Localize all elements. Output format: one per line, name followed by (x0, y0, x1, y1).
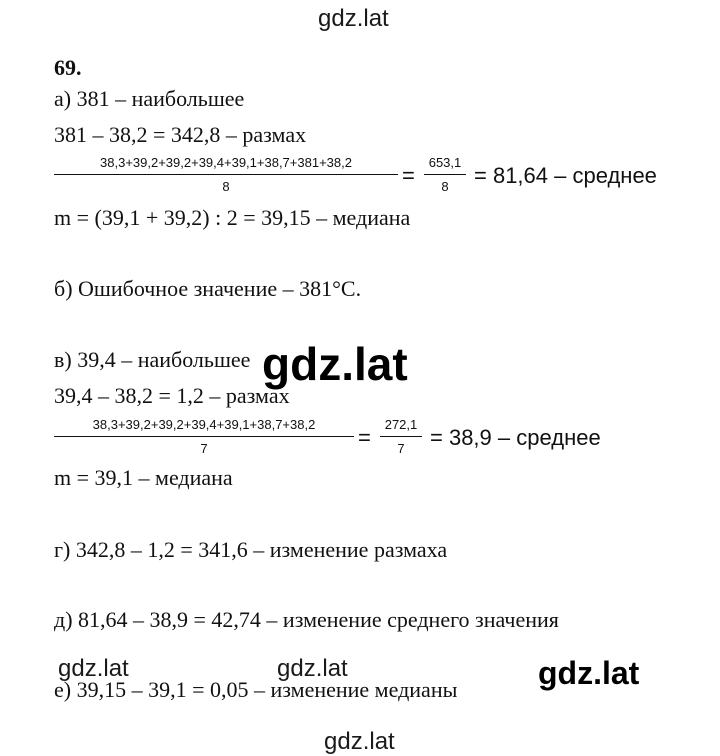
part-a-frac2-bar (424, 174, 466, 175)
watermark-bottom-right: gdz.lat (538, 655, 640, 691)
part-a-line-max: а) 381 – наибольшее (54, 86, 245, 111)
part-d-line: д) 81,64 – 38,9 = 42,74 – изменение среднего значения (54, 607, 559, 632)
part-v-mean-result: = 38,9 – среднее (430, 425, 601, 450)
part-a-frac2-numerator: 653,1 (428, 155, 462, 170)
part-a-frac1-numerator: 38,3+39,2+39,2+39,4+39,1+38,7+381+38,2 (100, 155, 352, 170)
part-e-line: е) 39,15 – 39,1 = 0,05 – изменение медианы (54, 677, 458, 702)
part-v-frac1-numerator: 38,3+39,2+39,2+39,4+39,1+38,7+38,2 (92, 417, 316, 432)
part-a-mean-result: = 81,64 – среднее (474, 163, 657, 188)
part-v-line-max: в) 39,4 – наибольшее (54, 347, 251, 372)
part-a-frac2-denominator: 8 (441, 179, 449, 194)
part-v-frac2-numerator: 272,1 (384, 417, 418, 432)
part-v-equals: = (358, 425, 371, 450)
watermark-bottom-left: gdz.lat (58, 655, 129, 682)
part-v-frac1-bar (54, 436, 354, 437)
part-a-line-median: m = (39,1 + 39,2) : 2 = 39,15 – медиана (54, 205, 411, 230)
part-v-line-range: 39,4 – 38,2 = 1,2 – размах (54, 383, 290, 408)
part-a-line-range: 381 – 38,2 = 342,8 – размах (54, 122, 307, 147)
part-a-frac1-bar (54, 174, 398, 175)
part-a-equals: = (402, 163, 415, 188)
part-v-frac1-denominator: 7 (200, 441, 208, 456)
watermark-top: gdz.lat (318, 5, 389, 32)
watermark-center: gdz.lat (262, 338, 408, 390)
part-v-line-median: m = 39,1 – медиана (54, 465, 233, 490)
watermark-bottom-mid: gdz.lat (277, 655, 348, 682)
watermark-bottom: gdz.lat (324, 728, 395, 755)
problem-number: 69. (54, 55, 82, 80)
part-b-line: б) Ошибочное значение – 381°С. (54, 276, 362, 301)
part-v-frac2-denominator: 7 (397, 441, 405, 456)
part-v-frac2-bar (380, 436, 422, 437)
part-a-frac1-denominator: 8 (222, 179, 230, 194)
part-g-line: г) 342,8 – 1,2 = 341,6 – изменение размаха (54, 537, 448, 562)
